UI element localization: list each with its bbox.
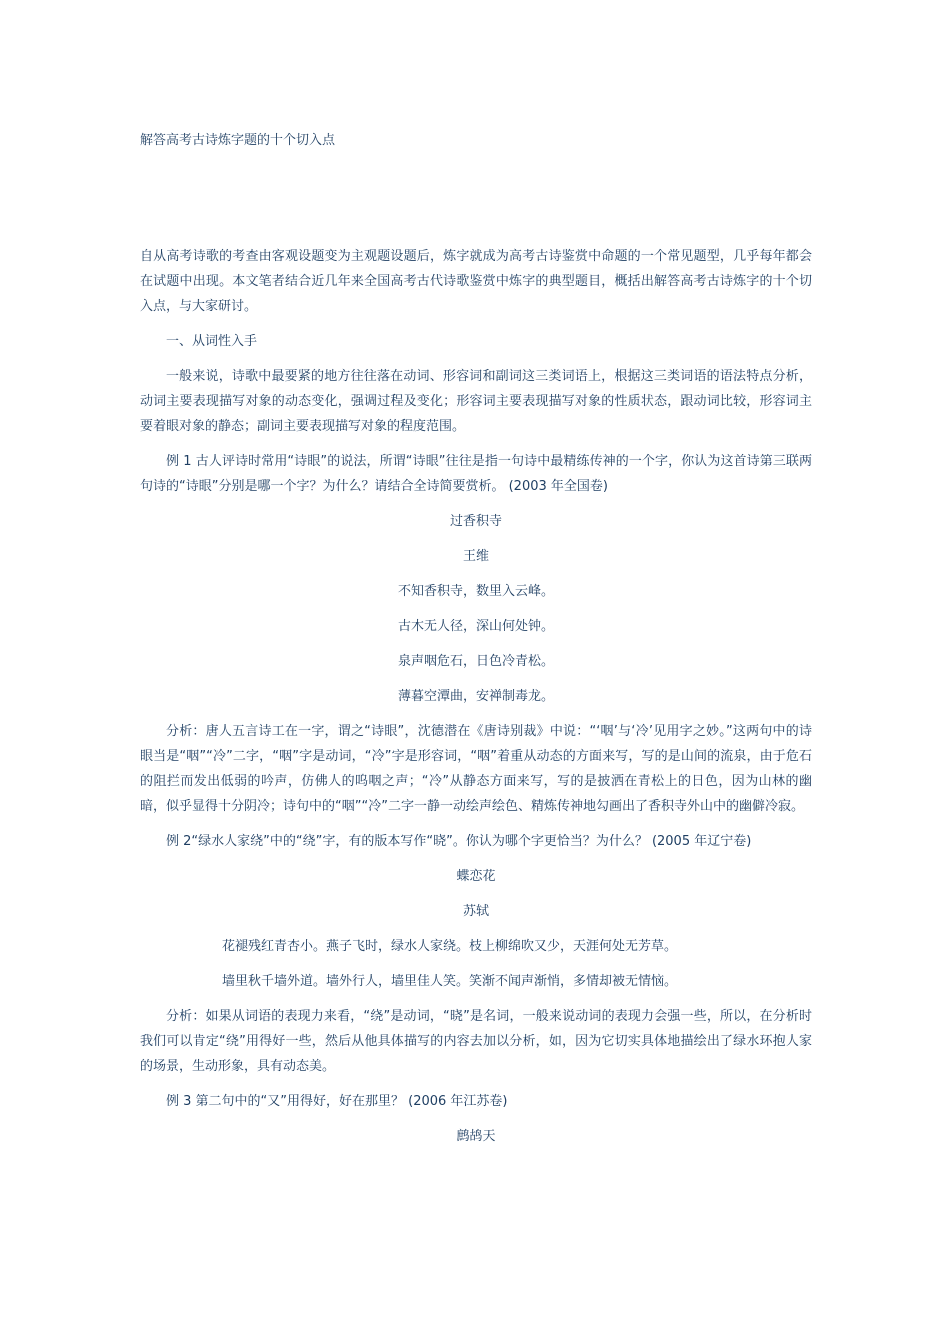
example-question: 例 3 第二句中的“又”用得好，好在那里？ (2006 年江苏卷) xyxy=(166,1094,508,1109)
poem-line: 墙里秋千墙外道。墙外行人，墙里佳人笑。笑渐不闻声渐悄，多情却被无情恼。 xyxy=(222,974,678,989)
example-question: 例 2“绿水人家绕”中的“绕”字，有的版本写作“晓”。你认为哪个字更恰当？为什么？ (2005 年辽宁卷) xyxy=(166,834,752,849)
poem-line: 泉声咽危石，日色冷青松。 xyxy=(397,654,554,669)
poem-author: 王维 xyxy=(462,549,489,564)
poem-title: 过香积寺 xyxy=(449,514,502,529)
poem-line: 花褪残红青杏小。燕子飞时，绿水人家绕。枝上柳绵吹又少，天涯何处无芳草。 xyxy=(222,939,678,954)
intro-paragraph: 自从高考诗歌的考查由客观设题变为主观题设题后，炼字就成为高考古诗鉴赏中命题的一个常见题型，几乎每年都会在试题中出现。本文笔者结合近几年来全国高考古代诗歌鉴赏中炼字的典型题目，概括出解答高考古诗炼字的十个切入点，与大家研讨。 xyxy=(140,249,812,314)
poem-line: 不知香积寺，数里入云峰。 xyxy=(397,584,554,599)
analysis-paragraph: 分析：唐人五言诗工在一字，谓之“诗眼”，沈德潜在《唐诗别裁》中说：“‘咽’与‘冷’见用字之妙。”这两句中的诗眼当是“咽”“冷”二字，“咽”字是动词，“冷”字是形容词，“咽”着重从动态的方面来写，写的是山间的流泉，由于危石的阻拦而发出低弱的吟声，仿佛人的呜咽之声；“冷”从静态方面来写，写的是披洒在青松上的日色，因为山林的幽暗，似乎显得十分阴冷；诗句中的“咽”“冷”二字一静一动绘声绘色、精炼传神地勾画出了香积寺外山中的幽僻冷寂。 xyxy=(140,724,812,814)
poem-title: 鹧鸪天 xyxy=(456,1129,496,1144)
poem-title: 蝶恋花 xyxy=(456,869,496,884)
poem-line: 薄暮空潭曲，安禅制毒龙。 xyxy=(397,689,554,704)
section-paragraph: 一般来说，诗歌中最要紧的地方往往落在动词、形容词和副词这三类词语上，根据这三类词语的语法特点分析，动词主要表现描写对象的动态变化，强调过程及变化；形容词主要表现描写对象的性质状态，跟动词比较，形容词主要着眼对象的静态；副词主要表现描写对象的程度范围。 xyxy=(140,369,812,434)
poem-author: 苏轼 xyxy=(462,904,489,919)
section-heading: 一、从词性入手 xyxy=(166,334,258,349)
document-title: 解答高考古诗炼字题的十个切入点 xyxy=(140,133,336,148)
analysis-paragraph: 分析：如果从词语的表现力来看，“绕”是动词，“晓”是名词，一般来说动词的表现力会强一些，所以，在分析时我们可以肯定“绕”用得好一些，然后从他具体描写的内容去加以分析，如，因为它切实具体地描绘出了绿水环抱人家的场景，生动形象，具有动态美。 xyxy=(140,1009,812,1074)
document-body xyxy=(140,244,812,1159)
poem-line: 古木无人径，深山何处钟。 xyxy=(397,619,554,634)
example-question: 例 1 古人评诗时常用“诗眼”的说法，所谓“诗眼”往往是指一句诗中最精练传神的一个字，你认为这首诗第三联两句诗的“诗眼”分别是哪一个字？为什么？请结合全诗简要赏析。 (2003 年全国卷) xyxy=(140,454,812,494)
